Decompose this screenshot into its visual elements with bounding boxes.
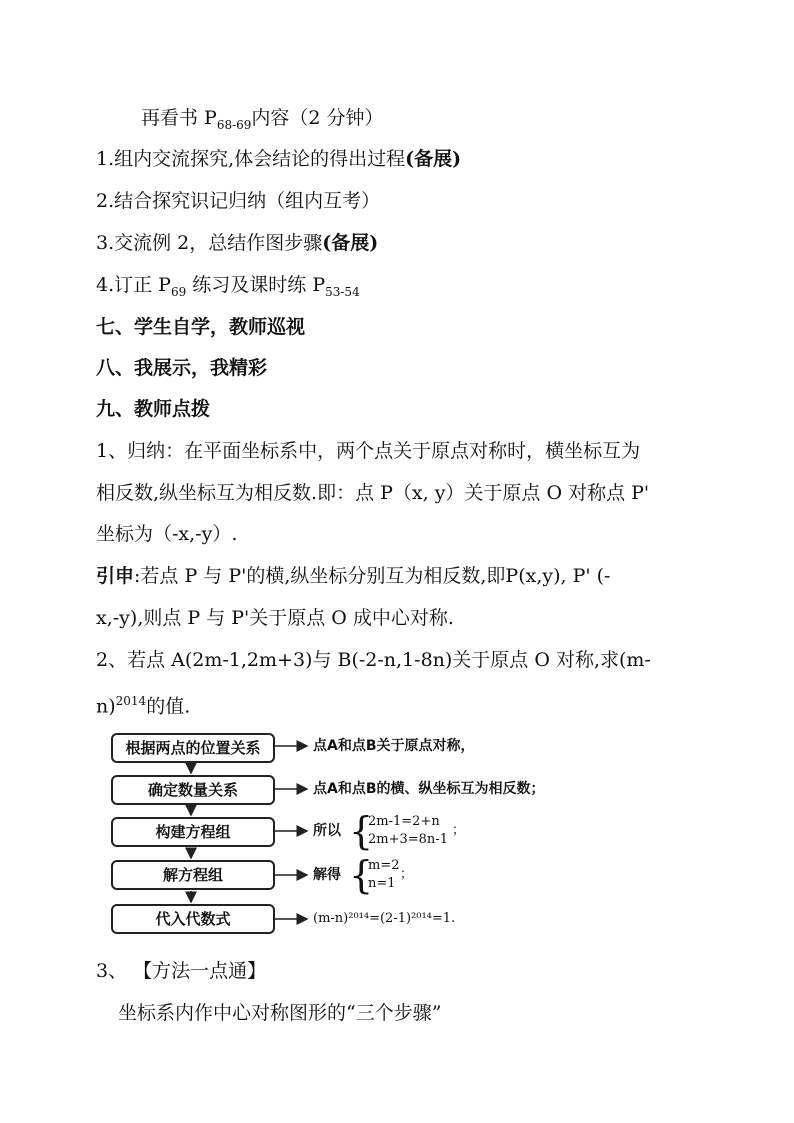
flow-step-3: 构建方程组 — [111, 817, 275, 847]
step-1-text: 1.组内交流探究,体会结论的得出过程 — [96, 148, 406, 170]
step-3-text: 3.交流例 2，总结作图步骤 — [96, 232, 323, 254]
flow-step-1: 根据两点的位置关系 — [111, 733, 275, 763]
step-4-prefix: 4.订正 P — [96, 274, 171, 296]
exponent: 2014 — [115, 694, 147, 708]
extension-line-2: x,-y),则点 P 与 P'关于原点 O 成中心对称. — [96, 607, 454, 629]
step-3-tag: (备展) — [322, 232, 379, 254]
extension-text: :若点 P 与 P'的横,纵坐标分别互为相反数,即P(x,y), P' (- — [134, 565, 611, 587]
summary-line-1: 1、归纳：在平面坐标系中，两个点关于原点对称时，横坐标互为 — [96, 440, 641, 462]
problem-prefix: n) — [96, 695, 116, 718]
summary-line-3: 坐标为（-x,-y）. — [96, 523, 238, 545]
reading-prefix: 再看书 P — [141, 107, 217, 129]
flow-result-1: 点A和点B关于原点对称， — [313, 738, 475, 754]
flow-step-4: 解方程组 — [111, 860, 275, 890]
equation-1: 2m-1=2+n — [368, 814, 440, 829]
brace-2: { — [349, 853, 374, 897]
equation-2: 2m+3=8n-1 — [368, 832, 448, 847]
step-2: 2.结合探究识记归纳（组内互考） — [96, 190, 381, 212]
page-range: 68-69 — [216, 117, 252, 132]
heading-7: 七、学生自学，教师巡视 — [96, 316, 306, 338]
solution-n: n=1 — [368, 876, 396, 891]
flow-step-2: 确定数量关系 — [111, 775, 275, 805]
flow-result-2: 点A和点B的横、纵坐标互为相反数； — [313, 781, 545, 797]
step-1-tag: (备展) — [405, 148, 462, 170]
step-4-mid: 练习及课时练 P — [186, 274, 326, 296]
flow-result-5: (m-n)²⁰¹⁴=(2-1)²⁰¹⁴=1. — [313, 911, 456, 926]
problem-line-1: 2、若点 A(2m-1,2m+3)与 B(-2-n,1-8n)关于原点 O 对称,求(m- — [96, 649, 651, 671]
flow-result-3-label: 所以 — [313, 823, 341, 839]
solution-m: m=2 — [368, 858, 400, 873]
flow-step-5: 代入代数式 — [111, 904, 275, 934]
heading-9: 九、教师点拨 — [96, 398, 211, 420]
brace-1: { — [349, 809, 374, 853]
heading-8: 八、我展示，我精彩 — [96, 357, 268, 379]
reading-suffix: 内容（2 分钟） — [251, 107, 384, 129]
page-69: 69 — [170, 284, 187, 299]
extension-label: 引申 — [96, 565, 135, 587]
method-heading: 3、 【方法一点通】 — [96, 960, 267, 982]
equation-end-2: ； — [400, 867, 414, 882]
problem-suffix: 的值. — [146, 695, 191, 718]
equation-end-1: ； — [452, 823, 466, 838]
method-description: 坐标系内作中心对称图形的“三个步骤” — [118, 1002, 442, 1024]
page-53-54: 53-54 — [325, 284, 360, 299]
summary-line-2: 相反数,纵坐标互为相反数.即：点 P（x, y）关于原点 O 对称点 P' — [96, 482, 650, 504]
flow-result-4-label: 解得 — [313, 867, 341, 883]
